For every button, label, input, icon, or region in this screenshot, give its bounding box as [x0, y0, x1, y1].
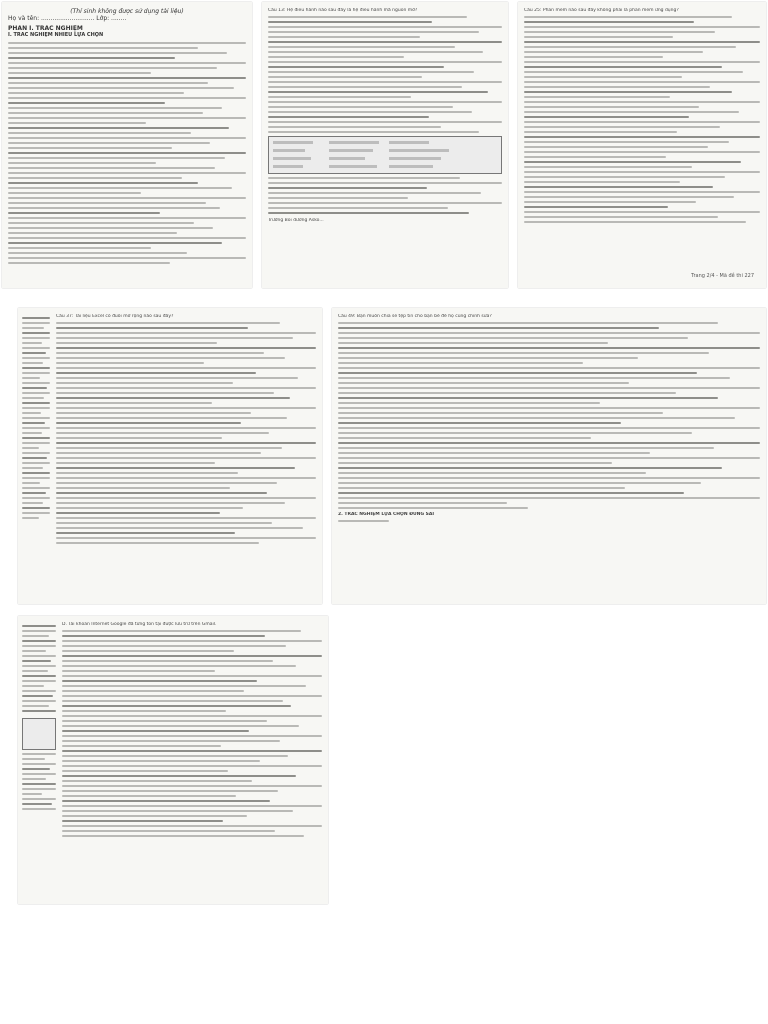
section-subtitle: I. TRẮC NGHIỆM NHIỀU LỰA CHỌN — [8, 32, 104, 38]
question-text-block — [268, 16, 502, 133]
page-footer-text: Trường Bồi dưỡng Asko... — [268, 218, 324, 224]
document-page-thumbnail-3[interactable] — [518, 2, 766, 288]
question-text-block — [56, 322, 316, 544]
question-text-block — [268, 177, 502, 214]
page-footer-text: Trang 2/4 - Mã đề thi 227 — [691, 273, 754, 279]
first-question-text: Câu 25: Phần mềm nào sau đây không phải là phần mềm ứng dụng? — [524, 8, 679, 13]
section-title: PHẦN I. TRẮC NGHIỆM — [8, 25, 83, 32]
document-page-thumbnail-6[interactable] — [18, 616, 328, 904]
answer-sidebar-column — [22, 314, 50, 598]
answer-sidebar-column — [22, 622, 56, 898]
section-heading: 2. TRẮC NGHIỆM LỰA CHỌN ĐÚNG SAI — [338, 512, 435, 518]
document-page-thumbnail-2[interactable] — [262, 2, 508, 288]
spreadsheet-table-image — [268, 136, 502, 174]
first-question-text: Câu 37: Tài liệu Excel có đuôi mở rộng nào sau đây? — [56, 314, 174, 319]
question-text-block — [62, 630, 322, 837]
document-page-thumbnail-1[interactable] — [2, 2, 252, 288]
document-page-thumbnail-4[interactable] — [18, 308, 322, 604]
first-question-text: Câu 13: Hệ điều hành nào sau đây là hệ điều hành mã nguồn mở? — [268, 8, 418, 13]
question-text-block — [338, 322, 760, 509]
first-question-text: Câu 49: Bạn muốn chia sẻ tệp tin cho bạn bè để họ cùng chỉnh sửa? — [338, 314, 492, 319]
question-text-block — [8, 42, 246, 264]
first-question-text: D. Tài khoản Internet Google đã từng tồn tại được lưu trữ trên Gmail. — [62, 622, 217, 627]
document-page-thumbnail-5[interactable] — [332, 308, 766, 604]
page-header-line: (Thí sinh không được sử dụng tài liệu) — [70, 8, 184, 15]
page-header-line: Họ và tên: ............................ Lớp: ........ — [8, 15, 127, 22]
question-text-block — [524, 16, 760, 223]
